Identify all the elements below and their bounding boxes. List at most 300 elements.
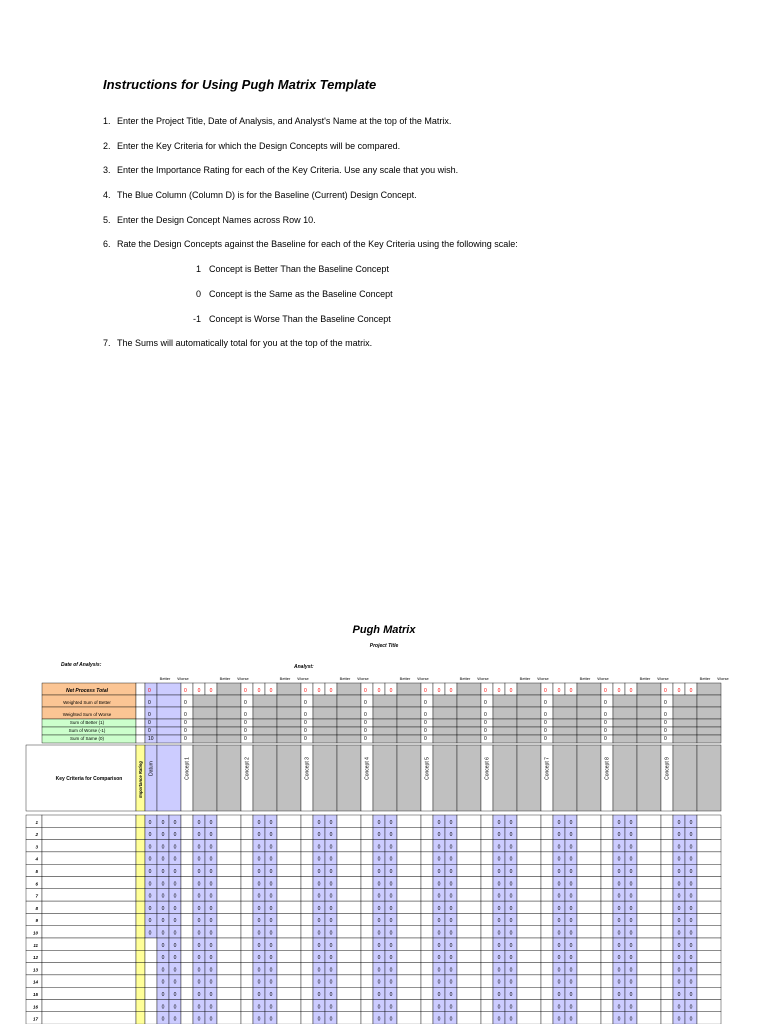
concept-rating-cell[interactable] <box>421 815 433 827</box>
importance-input-cell[interactable] <box>136 987 145 999</box>
cell-value: 0 <box>569 893 573 900</box>
concept-rating-cell[interactable] <box>661 938 673 950</box>
importance-input-cell[interactable] <box>136 963 145 975</box>
concept-sum-cell <box>361 735 373 743</box>
concept-rating-cell[interactable] <box>361 864 373 876</box>
concept-rating-cell[interactable] <box>301 987 313 999</box>
concept-rating-cell[interactable] <box>181 864 193 876</box>
concept-rating-cell[interactable] <box>421 950 433 962</box>
key-criteria-header: Key Criteria for Comparison <box>55 776 123 782</box>
concept-sum-cell <box>481 683 493 695</box>
importance-input-cell[interactable] <box>136 815 145 827</box>
concept-rating-cell[interactable] <box>241 975 253 987</box>
concept-rating-cell[interactable] <box>181 877 193 889</box>
importance-input-cell[interactable] <box>136 926 145 938</box>
criteria-input-cell[interactable] <box>42 926 136 938</box>
criteria-input-cell[interactable] <box>42 1000 136 1012</box>
cell-value: 0 <box>617 918 621 925</box>
criteria-input-cell[interactable] <box>42 1012 136 1024</box>
cell-value: 0 <box>677 967 681 974</box>
concept-rating-cell[interactable] <box>181 1012 193 1024</box>
concept-rating-cell[interactable] <box>481 963 493 975</box>
row-number: 1 <box>35 819 38 825</box>
importance-input-cell[interactable] <box>136 1012 145 1024</box>
cell-value: 0 <box>677 856 681 863</box>
concept-gray-cell <box>697 695 721 707</box>
concept-rating-cell[interactable] <box>481 975 493 987</box>
concept-rating-cell[interactable] <box>361 852 373 864</box>
summary-value: 0 <box>364 688 367 694</box>
cell-value: 0 <box>209 942 213 949</box>
concept-rating-cell[interactable] <box>181 852 193 864</box>
concept-rating-cell[interactable] <box>661 963 673 975</box>
concept-rating-cell[interactable] <box>481 889 493 901</box>
concept-rating-cell[interactable] <box>481 852 493 864</box>
cell-value: 0 <box>557 930 561 937</box>
concept-rating-cell[interactable] <box>661 815 673 827</box>
concept-rating-cell[interactable] <box>241 1000 253 1012</box>
summary-value: 0 <box>544 688 547 694</box>
cell-value: 0 <box>389 992 393 998</box>
concept-rating-cell[interactable] <box>181 840 193 852</box>
concept-rating-cell[interactable] <box>181 963 193 975</box>
concept-rating-cell[interactable] <box>241 864 253 876</box>
concept-spacer-cell <box>637 1012 661 1024</box>
concept-rating-cell[interactable] <box>361 889 373 901</box>
row-number: 11 <box>33 942 38 948</box>
cell-value: 0 <box>173 1004 177 1011</box>
concept-gray-cell <box>433 727 457 735</box>
cell-value: 0 <box>509 955 513 962</box>
concept-sum-cell <box>541 727 553 735</box>
concept-rating-cell[interactable] <box>481 901 493 913</box>
cell-value: 0 <box>557 844 561 851</box>
concept-rating-cell[interactable] <box>421 913 433 925</box>
concept-rating-cell[interactable] <box>241 901 253 913</box>
concept-rating-cell[interactable] <box>241 815 253 827</box>
concept-rating-cell[interactable] <box>541 987 553 999</box>
concept-rating-cell[interactable] <box>661 889 673 901</box>
importance-input-cell[interactable] <box>136 938 145 950</box>
concept-rating-cell[interactable] <box>301 827 313 839</box>
concept-spacer-cell <box>517 889 541 901</box>
concept-rating-cell[interactable] <box>661 877 673 889</box>
concept-spacer-cell <box>397 877 421 889</box>
criteria-input-cell[interactable] <box>42 975 136 987</box>
cell-value: 0 <box>257 1016 261 1023</box>
concept-rating-cell[interactable] <box>481 815 493 827</box>
concept-spacer-cell <box>697 987 721 999</box>
criteria-input-cell[interactable] <box>42 901 136 913</box>
concept-rating-cell[interactable] <box>421 877 433 889</box>
concept-spacer-cell <box>277 901 301 913</box>
concept-rating-cell[interactable] <box>361 840 373 852</box>
criteria-input-cell[interactable] <box>42 877 136 889</box>
cell-value: 0 <box>173 918 177 925</box>
concept-rating-cell[interactable] <box>481 913 493 925</box>
cell-value: 0 <box>509 967 513 974</box>
concept-rating-cell[interactable] <box>181 938 193 950</box>
concept-rating-cell[interactable] <box>601 901 613 913</box>
concept-rating-cell[interactable] <box>661 1000 673 1012</box>
cell-value: 0 <box>173 992 177 998</box>
instruction-step <box>103 141 723 166</box>
cell-value: 0 <box>257 832 261 839</box>
cell-value: 0 <box>173 881 177 888</box>
concept-gray-cell <box>433 735 457 743</box>
criteria-input-cell[interactable] <box>42 987 136 999</box>
concept-rating-cell[interactable] <box>361 987 373 999</box>
importance-input-cell[interactable] <box>136 889 145 901</box>
concept-rating-cell[interactable] <box>481 987 493 999</box>
concept-rating-cell[interactable] <box>361 877 373 889</box>
better-header: Better <box>399 676 411 681</box>
criteria-input-cell[interactable] <box>42 938 136 950</box>
concept-rating-cell[interactable] <box>481 877 493 889</box>
concept-rating-cell[interactable] <box>481 827 493 839</box>
concept-sum-cell <box>241 719 253 727</box>
concept-rating-cell[interactable] <box>181 889 193 901</box>
importance-input-cell[interactable] <box>136 864 145 876</box>
concept-rating-cell[interactable] <box>481 840 493 852</box>
concept-rating-cell[interactable] <box>361 926 373 938</box>
concept-rating-cell[interactable] <box>541 1000 553 1012</box>
concept-rating-cell[interactable] <box>601 815 613 827</box>
concept-rating-cell[interactable] <box>541 950 553 962</box>
cell-value: 0 <box>209 844 213 851</box>
concept-rating-cell[interactable] <box>361 827 373 839</box>
concept-rating-cell[interactable] <box>241 950 253 962</box>
concept-rating-cell[interactable] <box>301 1012 313 1024</box>
concept-rating-cell[interactable] <box>661 827 673 839</box>
analyst-label: Analyst: <box>294 664 314 670</box>
concept-rating-cell[interactable] <box>481 926 493 938</box>
cell-value: 0 <box>437 1016 441 1023</box>
cell-value: 0 <box>437 905 441 912</box>
concept-rating-cell[interactable] <box>601 938 613 950</box>
concept-rating-cell[interactable] <box>541 840 553 852</box>
concept-rating-cell[interactable] <box>301 840 313 852</box>
concept-rating-cell[interactable] <box>541 815 553 827</box>
cell-value: 0 <box>209 1004 213 1011</box>
summary-value: 0 <box>664 712 667 718</box>
concept-rating-cell[interactable] <box>361 815 373 827</box>
importance-input-cell[interactable] <box>136 1000 145 1012</box>
summary-value: 0 <box>244 700 247 706</box>
concept-rating-cell[interactable] <box>661 987 673 999</box>
concept-rating-cell[interactable] <box>601 852 613 864</box>
importance-input-cell[interactable] <box>136 852 145 864</box>
concept-rating-cell[interactable] <box>601 987 613 999</box>
criteria-input-cell[interactable] <box>42 864 136 876</box>
concept-rating-cell[interactable] <box>541 901 553 913</box>
row-number: 17 <box>32 1016 38 1022</box>
concept-rating-cell[interactable] <box>601 1012 613 1024</box>
concept-gray-cell <box>397 695 421 707</box>
summary-value: 0 <box>544 736 547 742</box>
concept-rating-cell[interactable] <box>601 877 613 889</box>
concept-gray-cell <box>637 727 661 735</box>
cell-value: 0 <box>449 856 453 863</box>
importance-input-cell[interactable] <box>136 913 145 925</box>
concept-rating-cell[interactable] <box>361 950 373 962</box>
concept-spacer-cell <box>637 889 661 901</box>
concept-spacer-cell <box>457 1000 481 1012</box>
concept-rating-cell[interactable] <box>661 950 673 962</box>
summary-value: 0 <box>424 728 427 734</box>
concept-rating-cell[interactable] <box>361 1012 373 1024</box>
concept-gray-cell <box>337 707 361 719</box>
concept-rating-cell[interactable] <box>241 827 253 839</box>
concept-rating-cell[interactable] <box>421 1012 433 1024</box>
concept-rating-cell[interactable] <box>481 938 493 950</box>
concept-spacer-cell <box>577 840 601 852</box>
concept-rating-cell[interactable] <box>421 938 433 950</box>
criteria-input-cell[interactable] <box>42 852 136 864</box>
concept-spacer-cell <box>517 950 541 962</box>
concept-name: Concept 3 <box>304 757 311 780</box>
cell-value: 0 <box>161 930 165 937</box>
concept-rating-cell[interactable] <box>361 901 373 913</box>
criteria-input-cell[interactable] <box>42 950 136 962</box>
cell-value: 0 <box>377 1004 381 1011</box>
concept-rating-cell[interactable] <box>541 963 553 975</box>
importance-input-cell[interactable] <box>136 840 145 852</box>
concept-rating-cell[interactable] <box>301 938 313 950</box>
concept-rating-cell[interactable] <box>241 913 253 925</box>
concept-rating-cell[interactable] <box>181 926 193 938</box>
concept-rating-cell[interactable] <box>541 864 553 876</box>
concept-gray-cell <box>517 707 541 719</box>
concept-rating-cell[interactable] <box>661 864 673 876</box>
concept-gray-cell <box>637 695 661 707</box>
concept-rating-cell[interactable] <box>421 963 433 975</box>
concept-rating-cell[interactable] <box>421 901 433 913</box>
cell-value: 0 <box>389 955 393 962</box>
concept-spacer-cell <box>397 864 421 876</box>
concept-rating-cell[interactable] <box>421 975 433 987</box>
concept-spacer-cell <box>397 950 421 962</box>
step-number: 5. <box>103 214 111 225</box>
concept-gray-cell <box>553 707 577 719</box>
criteria-input-cell[interactable] <box>42 815 136 827</box>
cell-value: 0 <box>257 967 261 974</box>
criteria-input-cell[interactable] <box>42 963 136 975</box>
concept-sum-cell <box>661 707 673 719</box>
concept-rating-cell[interactable] <box>661 913 673 925</box>
concept-spacer-cell <box>697 975 721 987</box>
concept-rating-cell[interactable] <box>481 1012 493 1024</box>
concept-sum-cell <box>181 683 193 695</box>
concept-rating-cell[interactable] <box>661 852 673 864</box>
criteria-input-cell[interactable] <box>42 889 136 901</box>
concept-sum-cell <box>361 719 373 727</box>
cell-value: 0 <box>317 881 321 888</box>
cell-value: 0 <box>509 1004 513 1011</box>
concept-rating-cell[interactable] <box>181 975 193 987</box>
project-title-field[interactable]: Project Title <box>369 643 399 649</box>
concept-rating-cell[interactable] <box>421 926 433 938</box>
row-number: 12 <box>32 955 38 961</box>
concept-rating-cell[interactable] <box>421 1000 433 1012</box>
concept-rating-cell[interactable] <box>541 1012 553 1024</box>
concept-rating-cell[interactable] <box>541 827 553 839</box>
datum-sum-cell <box>145 719 157 727</box>
concept-rating-cell[interactable] <box>301 901 313 913</box>
concept-rating-cell[interactable] <box>241 840 253 852</box>
cell-value: 0 <box>629 856 633 863</box>
concept-rating-cell[interactable] <box>421 889 433 901</box>
concept-rating-cell[interactable] <box>301 889 313 901</box>
concept-rating-cell[interactable] <box>601 963 613 975</box>
concept-rating-cell[interactable] <box>661 840 673 852</box>
instruction-step <box>103 215 723 240</box>
concept-rating-cell[interactable] <box>601 889 613 901</box>
row-number-cell <box>26 815 42 827</box>
concept-rating-cell[interactable] <box>601 975 613 987</box>
cell-value: 0 <box>677 844 681 851</box>
concept-rating-cell[interactable] <box>601 913 613 925</box>
concept-rating-cell[interactable] <box>601 1000 613 1012</box>
concept-rating-cell[interactable] <box>241 963 253 975</box>
concept-rating-cell[interactable] <box>361 1000 373 1012</box>
concept-rating-cell[interactable] <box>361 975 373 987</box>
cell-value: 0 <box>269 955 273 962</box>
concept-rating-cell[interactable] <box>541 975 553 987</box>
concept-rating-cell[interactable] <box>541 877 553 889</box>
concept-rating-cell[interactable] <box>541 938 553 950</box>
concept-rating-cell[interactable] <box>541 913 553 925</box>
cell-value: 0 <box>269 881 273 888</box>
concept-spacer-cell <box>517 827 541 839</box>
cell-value: 0 <box>257 844 261 851</box>
importance-input-cell[interactable] <box>136 827 145 839</box>
concept-rating-cell[interactable] <box>481 1000 493 1012</box>
concept-rating-cell[interactable] <box>301 877 313 889</box>
cell-value: 0 <box>173 893 177 900</box>
instruction-step <box>103 338 723 363</box>
cell-value: 0 <box>317 1016 321 1023</box>
importance-input-cell[interactable] <box>136 901 145 913</box>
concept-name: Concept 5 <box>424 757 431 780</box>
summary-value: 0 <box>484 700 487 706</box>
cell-value: 0 <box>509 930 513 937</box>
criteria-input-cell[interactable] <box>42 840 136 852</box>
concept-rating-cell[interactable] <box>241 987 253 999</box>
concept-sum-cell <box>481 727 493 735</box>
concept-rating-cell[interactable] <box>181 987 193 999</box>
summary-value: 0 <box>544 712 547 718</box>
concept-rating-cell[interactable] <box>661 975 673 987</box>
concept-rating-cell[interactable] <box>361 963 373 975</box>
concept-rating-cell[interactable] <box>421 852 433 864</box>
concept-rating-cell[interactable] <box>541 852 553 864</box>
concept-rating-cell[interactable] <box>421 840 433 852</box>
concept-rating-cell[interactable] <box>241 938 253 950</box>
concept-rating-cell[interactable] <box>421 987 433 999</box>
concept-rating-cell[interactable] <box>241 1012 253 1024</box>
concept-rating-cell[interactable] <box>181 950 193 962</box>
concept-rating-cell[interactable] <box>241 877 253 889</box>
concept-rating-cell[interactable] <box>241 926 253 938</box>
cell-value: 0 <box>689 905 693 912</box>
cell-value: 0 <box>209 967 213 974</box>
cell-value: 0 <box>509 856 513 863</box>
criteria-input-cell[interactable] <box>42 827 136 839</box>
cell-value: 0 <box>569 979 573 986</box>
step-text: Enter the Key Criteria for which the Design Concepts will be compared. <box>117 140 401 151</box>
cell-value: 0 <box>677 942 681 949</box>
concept-rating-cell[interactable] <box>421 864 433 876</box>
concept-sum-cell <box>241 727 253 735</box>
concept-rating-cell[interactable] <box>661 901 673 913</box>
concept-rating-cell[interactable] <box>601 827 613 839</box>
concept-sum-cell <box>481 707 493 719</box>
concept-rating-cell[interactable] <box>181 913 193 925</box>
concept-rating-cell[interactable] <box>601 926 613 938</box>
worse-header: Worse <box>357 676 369 681</box>
concept-rating-cell[interactable] <box>541 889 553 901</box>
concept-rating-cell[interactable] <box>481 864 493 876</box>
concept-rating-cell[interactable] <box>361 938 373 950</box>
concept-rating-cell[interactable] <box>601 950 613 962</box>
cell-value: 0 <box>269 918 273 925</box>
concept-rating-cell[interactable] <box>301 815 313 827</box>
concept-rating-cell[interactable] <box>661 1012 673 1024</box>
importance-cell <box>136 695 145 707</box>
concept-rating-cell[interactable] <box>301 975 313 987</box>
summary-value: 0 <box>304 720 307 726</box>
concept-rating-cell[interactable] <box>601 840 613 852</box>
concept-rating-cell[interactable] <box>301 1000 313 1012</box>
concept-rating-cell[interactable] <box>181 815 193 827</box>
criteria-input-cell[interactable] <box>42 913 136 925</box>
concept-rating-cell[interactable] <box>361 913 373 925</box>
cell-value: 0 <box>173 905 177 912</box>
concept-spacer-cell <box>637 975 661 987</box>
concept-rating-cell[interactable] <box>301 926 313 938</box>
concept-rating-cell[interactable] <box>301 913 313 925</box>
concept-rating-cell[interactable] <box>541 926 553 938</box>
cell-value: 0 <box>449 1016 453 1023</box>
concept-rating-cell[interactable] <box>181 1000 193 1012</box>
importance-input-cell[interactable] <box>136 950 145 962</box>
concept-rating-cell[interactable] <box>661 926 673 938</box>
concept-spacer-cell <box>457 815 481 827</box>
concept-rating-cell[interactable] <box>181 827 193 839</box>
cell-value: 0 <box>197 856 201 863</box>
cell-value: 0 <box>329 869 333 875</box>
cell-value: 0 <box>209 930 213 937</box>
concept-rating-cell[interactable] <box>301 852 313 864</box>
concept-rating-cell[interactable] <box>481 950 493 962</box>
concept-rating-cell[interactable] <box>301 950 313 962</box>
concept-rating-cell[interactable] <box>421 827 433 839</box>
concept-rating-cell[interactable] <box>601 864 613 876</box>
concept-rating-cell[interactable] <box>301 864 313 876</box>
concept-rating-cell[interactable] <box>181 901 193 913</box>
concept-rating-cell[interactable] <box>301 963 313 975</box>
importance-input-cell[interactable] <box>136 975 145 987</box>
concept-rating-cell[interactable] <box>241 889 253 901</box>
worse-header: Worse <box>237 676 249 681</box>
cell-value: 0 <box>257 893 261 900</box>
concept-header-gray <box>637 745 661 811</box>
concept-gray-cell <box>217 719 241 727</box>
concept-rating-cell[interactable] <box>241 852 253 864</box>
importance-input-cell[interactable] <box>136 877 145 889</box>
cell-value: 0 <box>148 832 152 839</box>
